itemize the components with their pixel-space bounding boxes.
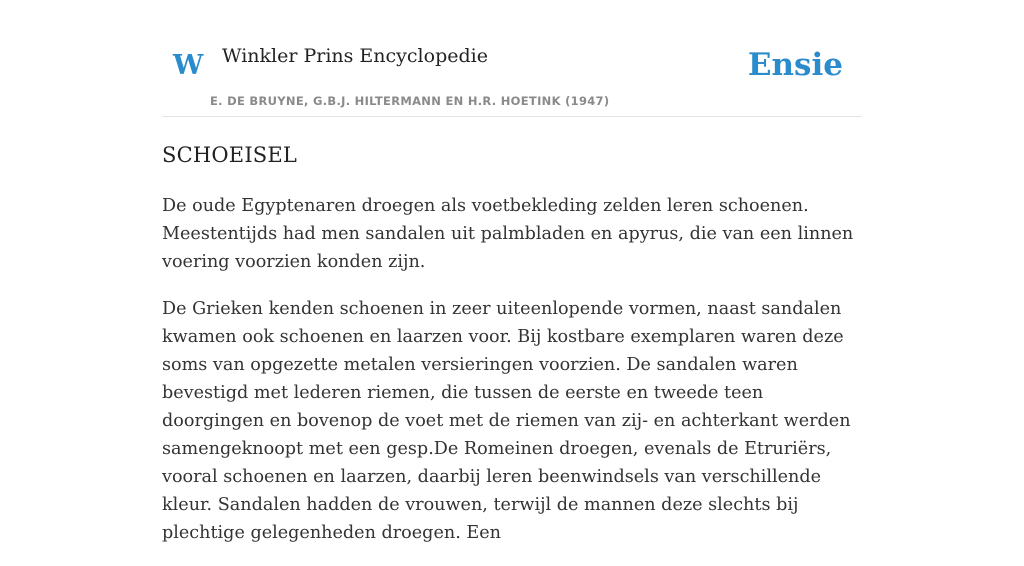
article-paragraph: De oude Egyptenaren droegen als voetbekleding zelden leren schoenen. Meestentijds had men sandalen uit palmbladen en apyrus, die van een linnen voering voorzien konden zijn. [162, 196, 854, 272]
book-authors: E. DE BRUYNE, G.B.J. HILTERMANN EN H.R. HOETINK (1947) [210, 94, 610, 108]
ensie-logo[interactable]: Ensie [747, 47, 843, 83]
article-headword: SCHOEISEL [162, 143, 298, 167]
article [162, 140, 862, 566]
article-paragraph: De Grieken kenden schoenen in zeer uiteenlopende vormen, naast sandalen kwamen ook schoenen en laarzen voor. Bij kostbare exemplaren waren deze soms van opgezette metalen versieringen voorzien. De sandalen waren bevestigd met lederen riemen, die tussen de eerste en tweede teen doorgingen en bovenop de voet met de riemen van zij- en achterkant werden samengeknoopt met een gesp.De Romeinen droegen, evenals de Etruriërs, vooral schoenen en laarzen, daarbij leren beenwindsels van verschillende kleur. Sandalen hadden de vrouwen, terwijl de mannen deze slechts bij plechtige gelegenheden droegen. Een [162, 299, 851, 543]
winkler-prins-logo[interactable]: W [173, 50, 204, 81]
site-header [162, 0, 862, 117]
book-title-link[interactable]: Winkler Prins Encyclopedie [222, 45, 488, 67]
